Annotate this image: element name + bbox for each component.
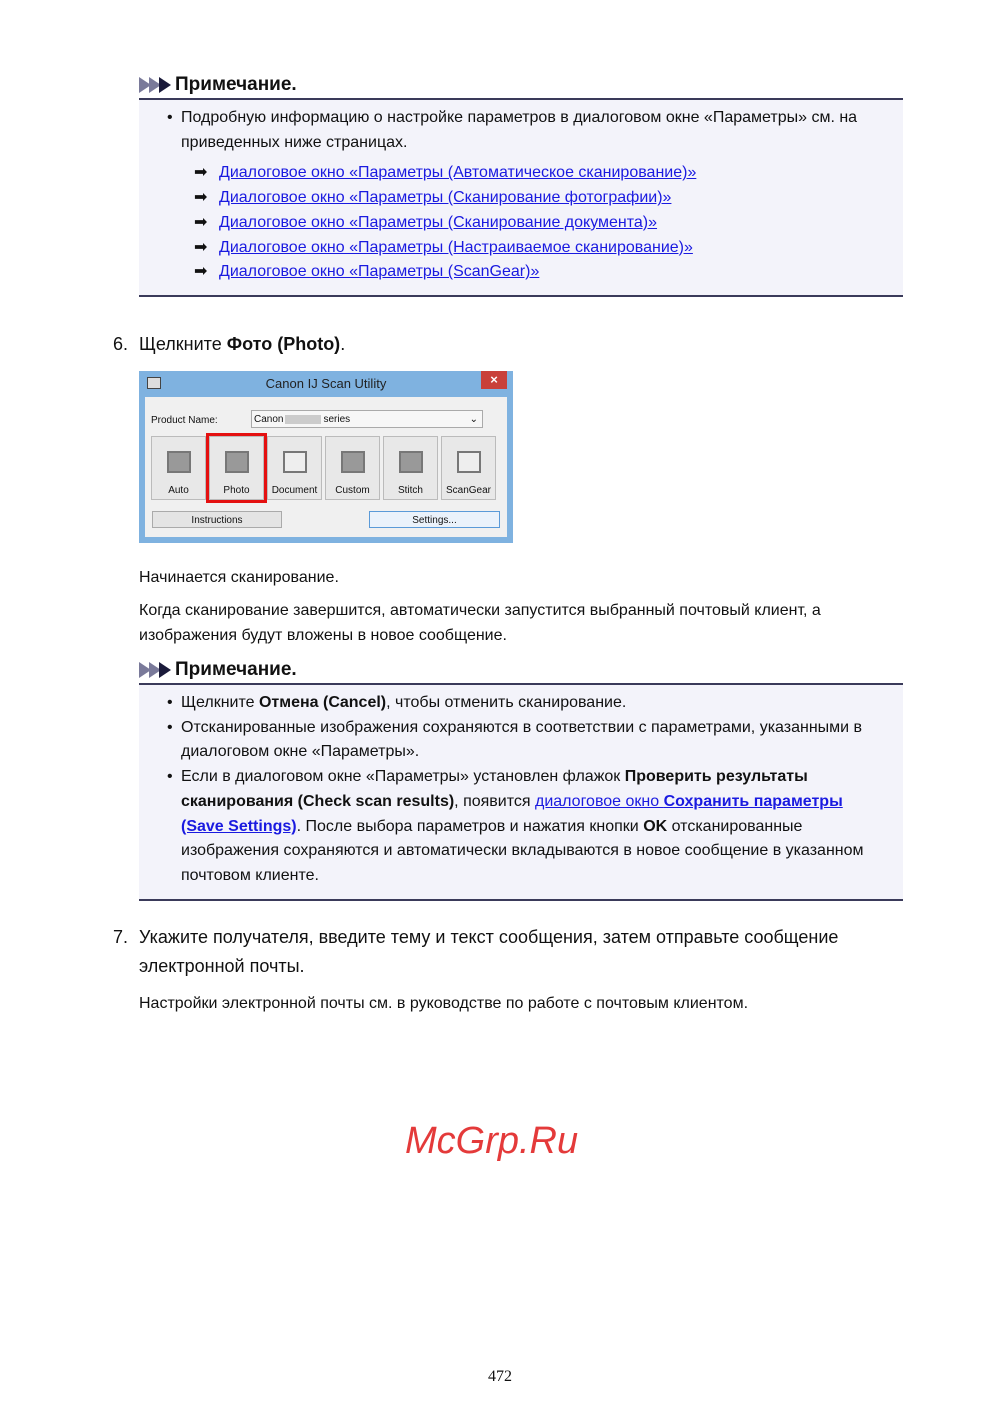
link-photo-scan[interactable]: Диалоговое окно «Параметры (Сканирование фотографии)» [219,189,672,207]
dialog-title: Canon IJ Scan Utility [265,376,387,391]
note-item: • Если в диалоговом окне «Параметры» установлен флажок Проверить результаты сканирования (Check scan results), появится диалоговое окно Сохранить параметры (Save Settings). После выбора параметров и нажатия кнопки OK отсканированные изображения сохраняются и автоматически вкладываются в новое сообщение в указанном почтовом клиенте. [139,765,903,889]
paragraph: Когда сканирование завершится, автоматически запустится выбранный почтовый клиент, а изображения будут вложены в новое сообщение. [139,602,821,644]
note-box [139,657,903,901]
link-document-scan[interactable]: Диалоговое окно «Параметры (Сканирование документа)» [219,213,658,231]
close-button[interactable]: × [481,371,507,389]
chevron-down-icon: ⌄ [469,414,478,425]
scan-utility-dialog [139,371,513,543]
settings-button[interactable]: Settings... [369,511,500,528]
stitch-icon [399,451,423,473]
watermark: McGrp.Ru [405,1120,579,1162]
scanner-icon [457,451,481,473]
link-auto-scan[interactable]: Диалоговое окно «Параметры (Автоматическое сканирование)» [219,164,697,182]
link-custom-scan[interactable]: Диалоговое окно «Параметры (Настраиваемое сканирование)» [219,238,693,256]
paragraph: Настройки электронной почты см. в руководстве по работе с почтовым клиентом. [139,995,749,1012]
paragraph: Начинается сканирование. [139,569,339,586]
arrow-right-icon: ➡ [194,238,208,256]
arrow-right-icon: ➡ [194,213,208,231]
link-scangear[interactable]: Диалоговое окно «Параметры (ScanGear)» [219,263,540,281]
product-select[interactable]: Canon series ⌄ [251,410,483,428]
auto-button[interactable]: Auto [151,436,206,500]
pdf-icon [283,451,307,473]
scangear-button[interactable]: ScanGear [441,436,496,500]
photo-button[interactable]: Photo [209,436,264,500]
note-heading: Примечание. [175,74,297,95]
page-number: 472 [488,1368,512,1385]
note-heading: Примечание. [175,659,297,680]
app-icon [147,377,161,389]
note-item: • Подробную информацию о настройке параметров в диалоговом окне «Параметры» см. на приведенных ниже страницах. [139,106,903,155]
arrow-right-icon: ➡ [194,164,208,182]
note-box [139,72,903,297]
arrow-right-icon: ➡ [194,189,208,207]
photo-icon [225,451,249,473]
product-name-label: Product Name: [151,415,218,426]
custom-button[interactable]: Custom [325,436,380,500]
stitch-button[interactable]: Stitch [383,436,438,500]
step-7: 7. Укажите получателя, введите тему и текст сообщения, затем отправьте сообщение электронной почты. [113,927,839,976]
arrow-right-icon: ➡ [194,263,208,281]
document-button[interactable]: Document [267,436,322,500]
instructions-button[interactable]: Instructions [152,511,282,528]
custom-icon [341,451,365,473]
note-item: • Отсканированные изображения сохраняются в соответствии с параметрами, указанными в диалоговом окне «Параметры». [139,716,903,765]
note-item: • Щелкните Отмена (Cancel), чтобы отменить сканирование. [139,691,903,716]
save-settings-link[interactable]: диалоговое окно Сохранить параметры (Save Settings) [181,792,843,835]
auto-icon [167,451,191,473]
note-arrows-icon [139,662,169,678]
note-arrows-icon [139,77,169,93]
step-6: 6. Щелкните Фото (Photo). [113,334,346,354]
